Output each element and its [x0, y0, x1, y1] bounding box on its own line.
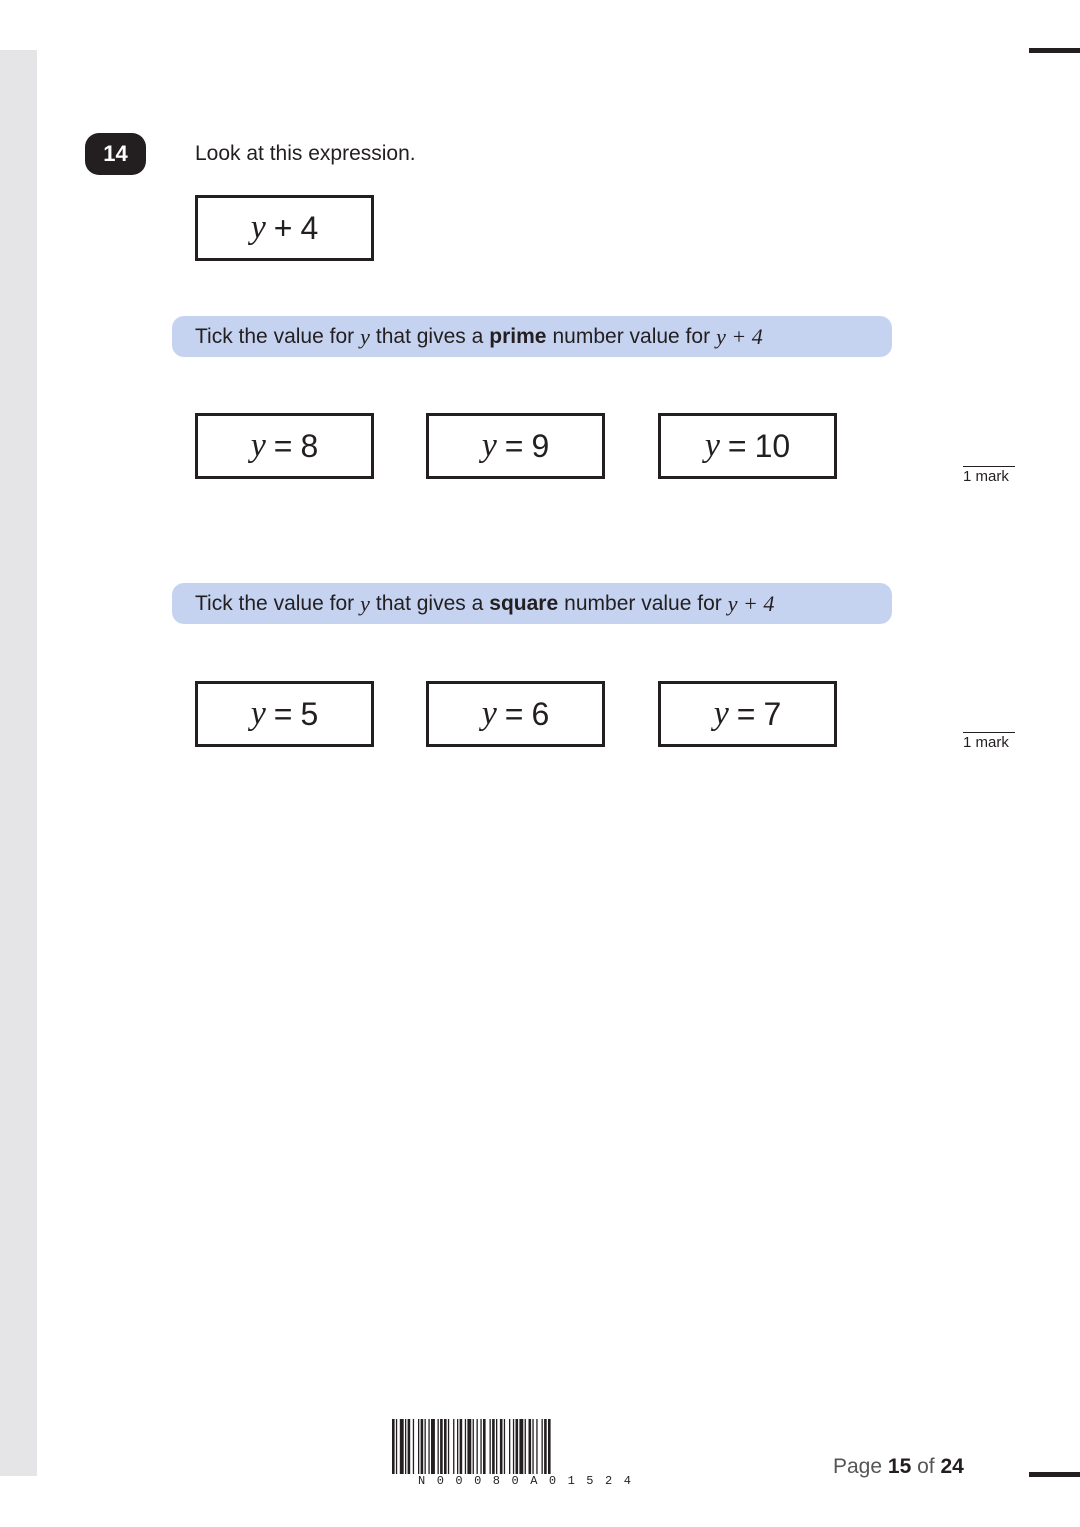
- instruction-text: number value for: [564, 591, 722, 615]
- corner-registration-mark-bottom: [1029, 1472, 1080, 1477]
- option-variable: y: [481, 695, 497, 732]
- page-number: 15: [887, 1455, 912, 1478]
- barcode-bar: [548, 1419, 551, 1474]
- option-equals: =: [736, 695, 756, 732]
- barcode-bar: [525, 1419, 526, 1474]
- barcode-bar: [483, 1419, 486, 1474]
- barcode-bar: [431, 1419, 435, 1474]
- option-box-y-9[interactable]: [426, 413, 605, 479]
- barcode-bar: [504, 1419, 505, 1474]
- of-label: of: [917, 1455, 935, 1478]
- barcode-bar: [400, 1419, 404, 1474]
- barcode-bar: [460, 1419, 463, 1474]
- instruction-expression: y + 4: [716, 323, 763, 349]
- option-equals: =: [504, 427, 524, 464]
- barcode-bar: [448, 1419, 449, 1474]
- expression-constant: 4: [300, 209, 319, 246]
- instruction-text: Tick the value for: [195, 324, 355, 348]
- barcode-bar: [542, 1419, 543, 1474]
- option-box-y-8[interactable]: [195, 413, 374, 479]
- instruction-text: that gives a: [375, 591, 484, 615]
- barcode-bar: [477, 1419, 478, 1474]
- barcode-bar: [490, 1419, 491, 1474]
- option-variable: y: [704, 427, 720, 464]
- option-variable: y: [713, 695, 729, 732]
- option-equals: =: [504, 695, 524, 732]
- barcode-bar: [492, 1419, 495, 1474]
- page-label: Page: [833, 1455, 883, 1478]
- corner-registration-mark-top: [1029, 48, 1080, 53]
- option-variable: y: [250, 695, 266, 732]
- barcode-bar: [438, 1419, 439, 1474]
- instruction-text: that gives a: [375, 324, 484, 348]
- option-equals: =: [273, 695, 293, 732]
- option-equals: =: [727, 427, 747, 464]
- barcode-bar: [532, 1419, 533, 1474]
- barcode-bar: [513, 1419, 514, 1474]
- barcode-bar: [536, 1419, 537, 1474]
- barcode-bar: [392, 1419, 395, 1474]
- barcode-bar: [480, 1419, 481, 1474]
- barcode-bar: [444, 1419, 447, 1474]
- barcode-bar: [516, 1419, 519, 1474]
- instruction-keyword: square: [489, 591, 559, 615]
- barcode-bar: [421, 1419, 424, 1474]
- option-value: 9: [531, 427, 550, 464]
- barcode-bar: [529, 1419, 532, 1474]
- question-intro: Look at this expression.: [195, 142, 416, 165]
- instruction-keyword: prime: [489, 324, 547, 348]
- option-value: 6: [531, 695, 550, 732]
- instruction-square: [172, 583, 892, 624]
- option-value: 10: [754, 427, 791, 464]
- page-footer: [833, 1455, 964, 1479]
- total-pages: 24: [940, 1455, 964, 1478]
- option-box-y-7[interactable]: [658, 681, 837, 747]
- barcode-bar: [509, 1419, 510, 1474]
- instruction-expression: y + 4: [727, 590, 775, 616]
- instruction-prime: [172, 316, 892, 357]
- option-value: 7: [763, 695, 782, 732]
- barcode-bar: [500, 1419, 503, 1474]
- barcode-bar: [428, 1419, 429, 1474]
- expression-variable: y: [250, 209, 266, 246]
- barcode-bar: [544, 1419, 547, 1474]
- option-box-y-10[interactable]: [658, 413, 837, 479]
- option-variable: y: [250, 427, 266, 464]
- barcode-bar: [418, 1419, 419, 1474]
- expression-box: [195, 195, 374, 261]
- option-box-y-5[interactable]: [195, 681, 374, 747]
- option-value: 8: [300, 427, 319, 464]
- barcode-bar: [473, 1419, 474, 1474]
- barcode-bar: [465, 1419, 466, 1474]
- barcode-bar: [467, 1419, 471, 1474]
- barcode-bar: [413, 1419, 414, 1474]
- instruction-variable: y: [360, 590, 370, 616]
- mark-allocation-b: 1 mark: [963, 732, 1015, 751]
- expression-operator: +: [273, 209, 293, 246]
- barcode-bar: [440, 1419, 443, 1474]
- barcode-bar: [396, 1419, 397, 1474]
- barcode-bar: [408, 1419, 411, 1474]
- option-box-y-6[interactable]: [426, 681, 605, 747]
- mark-allocation-a: 1 mark: [963, 466, 1015, 485]
- instruction-variable: y: [360, 323, 370, 349]
- instruction-text: number value for: [552, 324, 711, 348]
- barcode-bar: [425, 1419, 426, 1474]
- barcode-bar: [453, 1419, 454, 1474]
- barcode-bar: [519, 1419, 523, 1474]
- left-margin-strip: [0, 50, 37, 1476]
- instruction-text: Tick the value for: [195, 591, 355, 615]
- barcode-bar: [457, 1419, 458, 1474]
- barcode-text: N00080A01524: [418, 1474, 643, 1488]
- question-number-badge: 14: [85, 133, 146, 175]
- barcode-bar: [405, 1419, 406, 1474]
- barcode-bar: [496, 1419, 497, 1474]
- option-equals: =: [273, 427, 293, 464]
- option-variable: y: [481, 427, 497, 464]
- option-value: 5: [300, 695, 319, 732]
